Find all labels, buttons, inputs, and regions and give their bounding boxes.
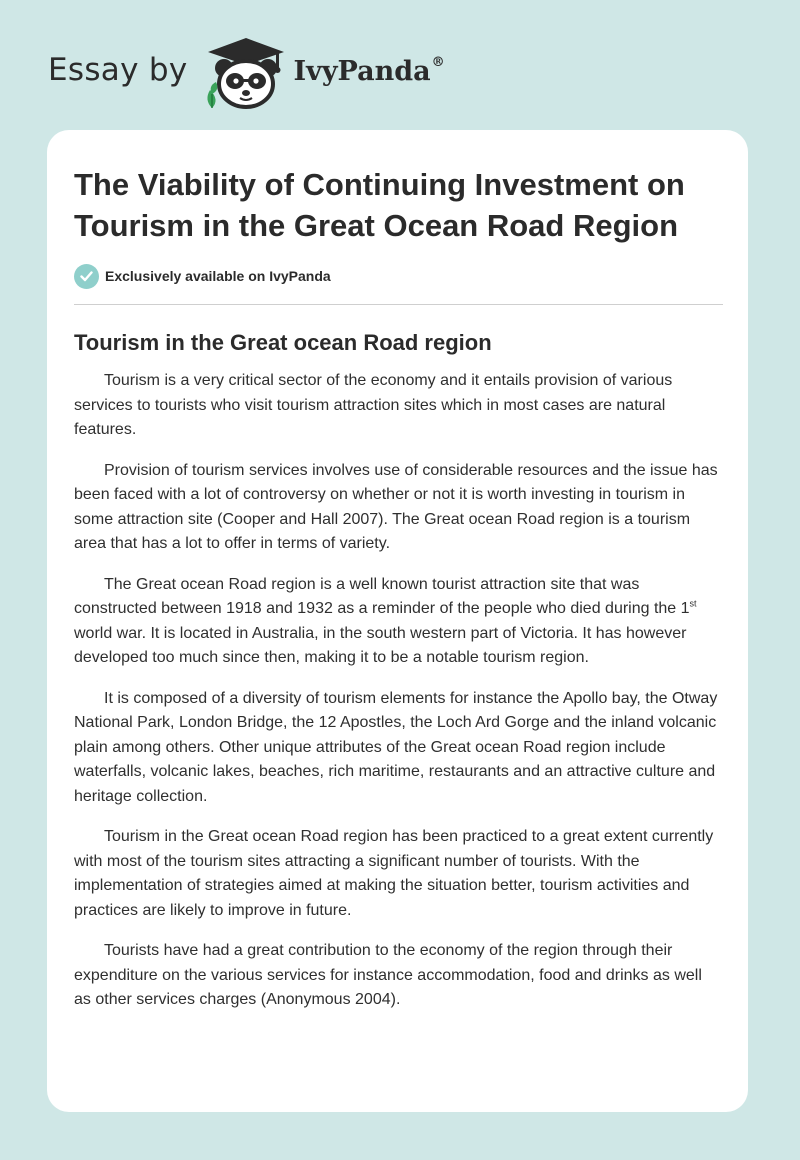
essay-by-label: Essay by <box>48 52 188 88</box>
section-heading: Tourism in the Great ocean Road region <box>74 330 492 355</box>
registered-mark: ® <box>431 54 445 70</box>
title-divider <box>74 304 723 305</box>
paragraph: Tourism is a very critical sector of the economy and it entails provision of various services to tourists who visit tourism attraction sites which in most cases are natural features. <box>74 372 673 438</box>
paragraph: Tourism in the Great ocean Road region has been practiced to a great extent currently with most of the tourism sites attracting a significant number of tourists. With the implementation of strategies aimed at making the situation better, tourism activities and practices are likely to improve in future. <box>74 828 714 919</box>
essay-title: The Viability of Continuing Investment on Tourism in the Great Ocean Road Region <box>74 167 685 243</box>
exclusive-badge-label: Exclusively available on IvyPanda <box>105 268 331 284</box>
ordinal-superscript: st <box>689 598 697 609</box>
essay-card <box>47 130 748 1112</box>
paragraph: Tourists have had a great contribution to the economy of the region through their expenditure on the various services for instance accommodation, food and drinks as well as other services charges (Anonymous 2004). <box>74 942 702 1008</box>
essay-content <box>74 164 723 1029</box>
essay-body <box>74 369 723 1013</box>
paragraph: Provision of tourism services involves use of considerable resources and the issue has been faced with a lot of controversy on whether or not it is worth investing in tourism in some attraction site (Cooper and Hall 2007). The Great ocean Road region is a tourism area that has a lot to offer in terms of variety. <box>74 461 718 552</box>
panda-logo-icon[interactable] <box>202 34 290 110</box>
site-header <box>48 34 445 110</box>
paragraph: The Great ocean Road region is a well known tourist attraction site that was constructed between 1918 and 1932 as a reminder of the people who died during the 1st world war. It is located in Australia, in the south western part of Victoria. It has however developed too much since then, making it to be a notable tourism region. <box>74 575 697 666</box>
exclusive-badge <box>74 262 723 290</box>
check-circle-icon <box>74 264 99 289</box>
brand-name[interactable]: IvyPanda® <box>293 54 445 87</box>
paragraph: It is composed of a diversity of tourism elements for instance the Apollo bay, the Otway National Park, London Bridge, the 12 Apostles, the Loch Ard Gorge and the inland volcanic plain among others. Other unique attributes of the Great ocean Road region include waterfalls, volcanic lakes, beaches, rich maritime, restaurants and an attractive culture and heritage collection. <box>74 689 718 805</box>
